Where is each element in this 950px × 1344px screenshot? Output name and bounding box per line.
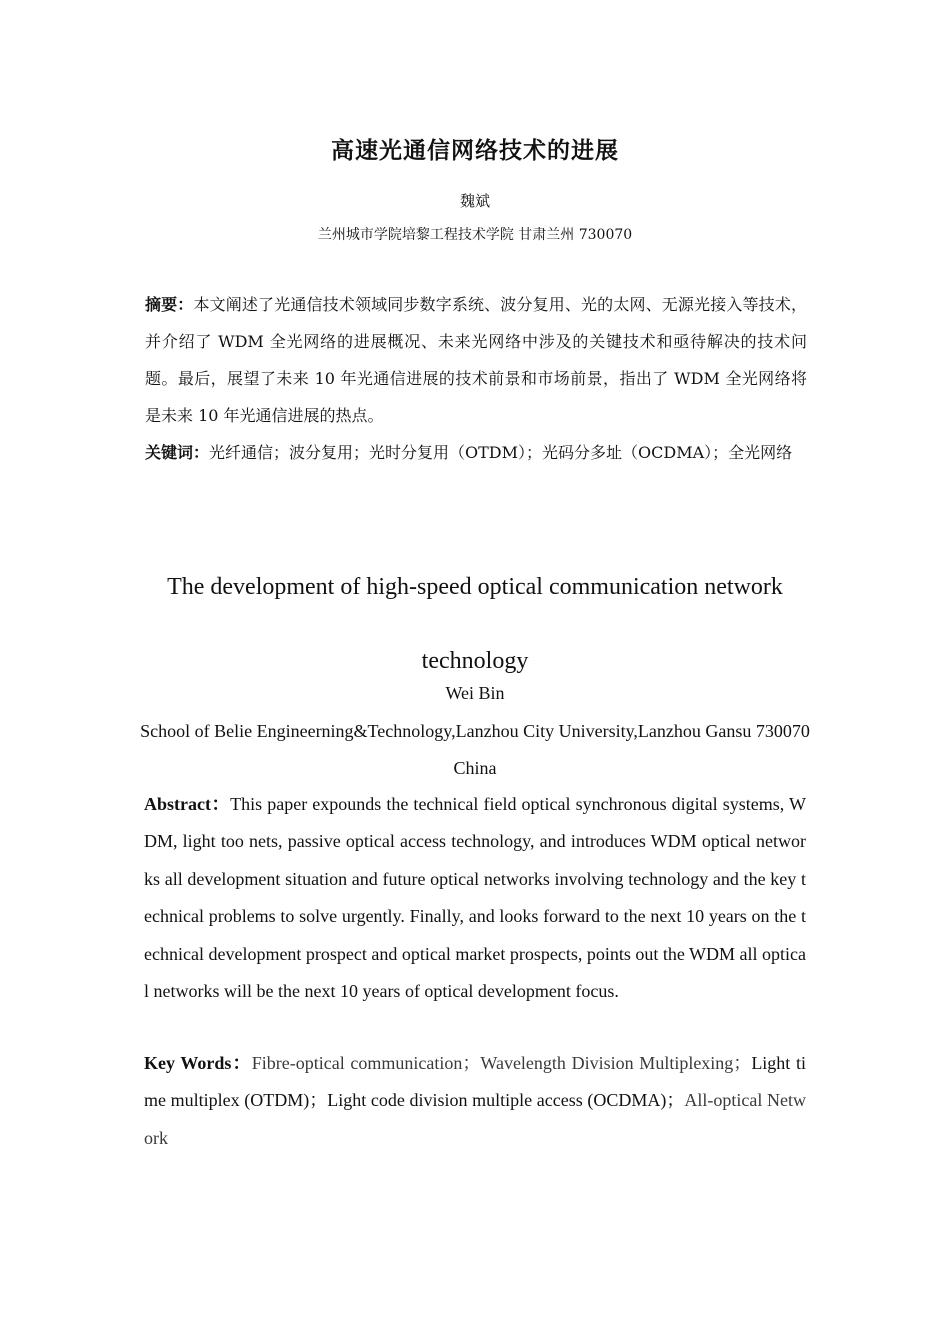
chinese-keywords-text: 光纤通信；波分复用；光时分复用（OTDM）；光码分多址（OCDMA）；全光网络 [209,443,793,462]
chinese-author: 魏斌 [459,192,490,210]
english-keywords-part-1: Fibre-optical communication；Wavelength Division Multiplexing； [251,1053,752,1073]
english-keywords [144,1045,806,1157]
english-abstract-label: Abstract： [144,794,231,814]
english-abstract [144,786,806,1010]
english-keywords-part-2: Light time multiplex (OTDM)；Light code division multiple access (OCDMA)； [144,1053,807,1111]
chinese-keywords-label: 关键词： [145,443,210,462]
chinese-abstract-text: 本文阐述了光通信技术领域同步数字系统、波分复用、光的太网、无源光接入等技术，并介绍了 WDM 全光网络的进展概况、未来光网络中涉及的关键技术和亟待解决的技术问题。最后，展望了未来 10 年光通信进展的技术前景和市场前景，指出了 WDM 全光网络将是未来 10 年光通信进展的热点。 [145,295,807,425]
english-affiliation: School of Belie Engineerning&Technology,Lanzhou City University,Lanzhou Gansu 730070 China [140,721,810,778]
english-abstract-text: This paper expounds the technical field optical synchronous digital systems, WDM, light too nets, passive optical access technology, and introduces WDM optical networks all development situation and future optical networks involving technology and the key technical problems to solve urgently. Finally, and looks forward to the next 10 years on the technical development prospect and optical market prospects, points out the WDM all optical networks will be the next 10 years of optical development focus. [144,794,807,1002]
english-author: Wei Bin [445,683,505,703]
chinese-abstract-label: 摘要： [145,295,194,314]
english-keywords-label: Key Words： [144,1053,252,1073]
chinese-affiliation: 兰州城市学院培黎工程技术学院 甘肃兰州 730070 [317,227,633,243]
english-keywords-part-3: All-optical Network [144,1090,806,1148]
chinese-keywords [145,434,807,471]
chinese-abstract [145,286,807,434]
chinese-title: 高速光通信网络技术的进展 [331,138,619,164]
english-title: The development of high-speed optical communication network technology [167,574,783,674]
